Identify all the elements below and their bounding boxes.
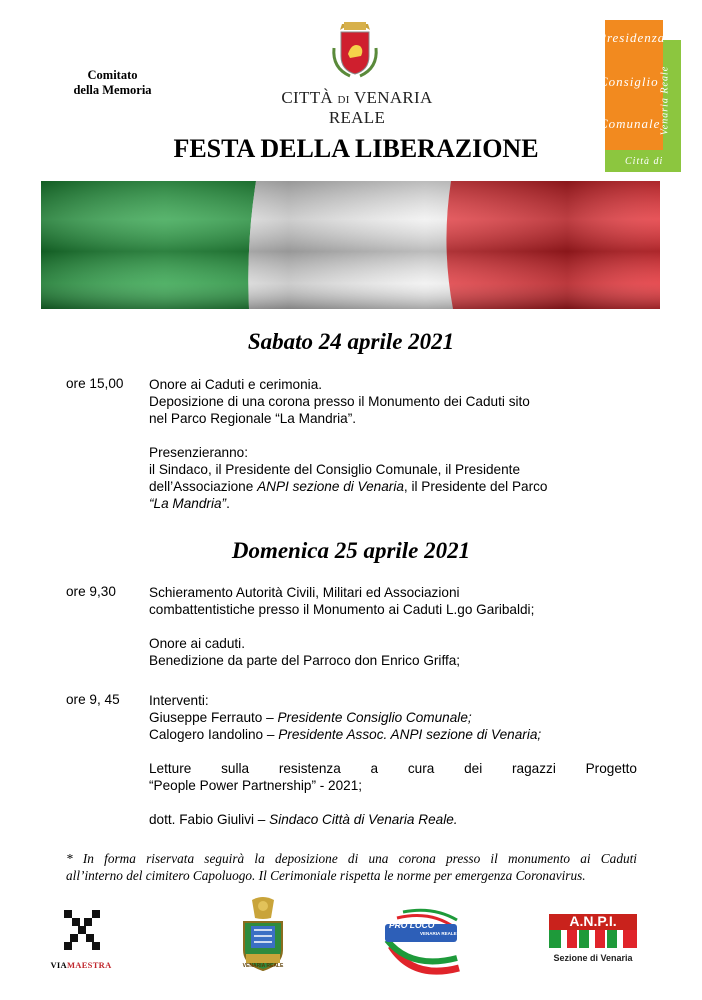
presidency-citta-di: Città di xyxy=(625,156,664,167)
saturday-time: ore 15,00 xyxy=(66,376,124,391)
city-name-post: VENARIA REALE xyxy=(328,88,433,127)
sunday-speaker-3-name: dott. Fabio Giulivi – xyxy=(149,812,270,827)
city-name-di: DI xyxy=(337,94,350,106)
sunday-interventi: Interventi: xyxy=(149,693,209,708)
saturday-heading: Sabato 24 aprile 2021 xyxy=(247,329,455,354)
anpi-flag-icon xyxy=(549,930,637,948)
sunday-s2-line-1: Onore ai caduti. xyxy=(149,636,245,651)
committee-label xyxy=(60,68,165,98)
sunday-speaker-2-role: Presidente Assoc. ANPI sezione di Venaria; xyxy=(278,727,542,742)
presidency-line-1: Presidenza xyxy=(598,30,666,45)
sunday-s2-line-2: Benedizione da parte del Parroco don Enrico Griffa; xyxy=(149,653,461,668)
committee-line-2: della Memoria xyxy=(73,83,152,97)
sunday-program-2 xyxy=(149,692,637,828)
sunday-time-1: ore 9,30 xyxy=(66,584,116,599)
sunday-speaker-3 xyxy=(149,811,637,828)
saturday-attend-2-em: ANPI sezione di Venaria xyxy=(257,479,404,494)
page-title: FESTA DELLA LIBERAZIONE xyxy=(173,134,539,163)
sunday-program-1 xyxy=(149,584,637,669)
saturday-attend-2 xyxy=(149,478,637,495)
saturday-attend-label: Presenzieranno: xyxy=(149,445,248,460)
viamaestra-caption xyxy=(48,960,114,970)
presidency-line-2: Consiglio xyxy=(599,74,659,89)
sunday-speaker-1-role: Presidente Consiglio Comunale; xyxy=(277,710,472,725)
anpi-caption: Sezione di Venaria xyxy=(553,953,633,963)
sunday-speaker-3-role: Sindaco Città di Venaria Reale. xyxy=(269,812,458,827)
saturday-program xyxy=(149,376,637,512)
saturday-line-1: Onore ai Caduti e cerimonia. xyxy=(149,377,323,392)
sunday-speaker-1-name: Giuseppe Ferrauto – xyxy=(149,710,278,725)
footnote xyxy=(66,850,637,884)
presidency-line-3: Comunale xyxy=(599,116,661,131)
viamaestra-caption-post: MAESTRA xyxy=(66,960,112,970)
proloco-subcaption: VENARIA REALE xyxy=(420,931,457,936)
saturday-attend-3 xyxy=(149,495,637,512)
saturday-attend-3-post: . xyxy=(226,496,230,511)
anpi-logo-text: A.N.P.I. xyxy=(569,913,617,929)
italian-flag-image xyxy=(41,181,660,309)
committee-line-1: Comitato xyxy=(87,68,138,82)
footnote-line-1: * In forma riservata seguirà la deposizione di una corona presso il monumento ai Caduti xyxy=(66,851,637,866)
sunday-speaker-2 xyxy=(149,726,637,743)
saturday-attend-1: il Sindaco, il Presidente del Consiglio Comunale, il Presidente xyxy=(149,462,521,477)
sunday-s1-line-2: combattentistiche presso il Monumento ai Caduti L.go Garibaldi; xyxy=(149,602,535,617)
saturday-attend-2-post: , il Presidente del Parco xyxy=(403,479,548,494)
banda-caption: VENARIA REALE xyxy=(242,963,284,969)
presidency-venaria: Venaria Reale xyxy=(659,65,671,136)
sunday-s1-line-1: Schieramento Autorità Civili, Militari ed Associazioni xyxy=(149,585,460,600)
saturday-line-2: Deposizione di una corona presso il Monumento dei Caduti sito xyxy=(149,394,530,409)
sunday-time-2: ore 9, 45 xyxy=(66,692,120,707)
sunday-heading: Domenica 25 aprile 2021 xyxy=(231,538,471,563)
saturday-attend-3-em: “La Mandria” xyxy=(149,496,227,511)
footnote-line-2: all’interno del cimitero Capoluogo. Il Cerimoniale rispetta le norme per emergenza Coronavirus. xyxy=(66,868,586,883)
city-name xyxy=(252,88,462,128)
sunday-speaker-1 xyxy=(149,709,637,726)
city-name-pre: CITTÀ xyxy=(281,88,338,107)
sunday-letture-2: “People Power Partnership” - 2021; xyxy=(149,778,363,793)
sunday-speaker-2-name: Calogero Iandolino – xyxy=(149,727,279,742)
viamaestra-logo-icon xyxy=(62,908,102,956)
proloco-caption: PRO LOCO xyxy=(389,920,435,930)
city-crest-icon xyxy=(330,18,380,80)
saturday-line-3: nel Parco Regionale “La Mandria”. xyxy=(149,411,357,426)
proloco-logo-icon xyxy=(383,906,463,980)
viamaestra-caption-pre: VIA xyxy=(50,960,67,970)
sunday-letture-1: Letture sulla resistenza a cura dei ragazzi Progetto xyxy=(149,761,637,776)
saturday-attend-2-pre: dell’Associazione xyxy=(149,479,258,494)
